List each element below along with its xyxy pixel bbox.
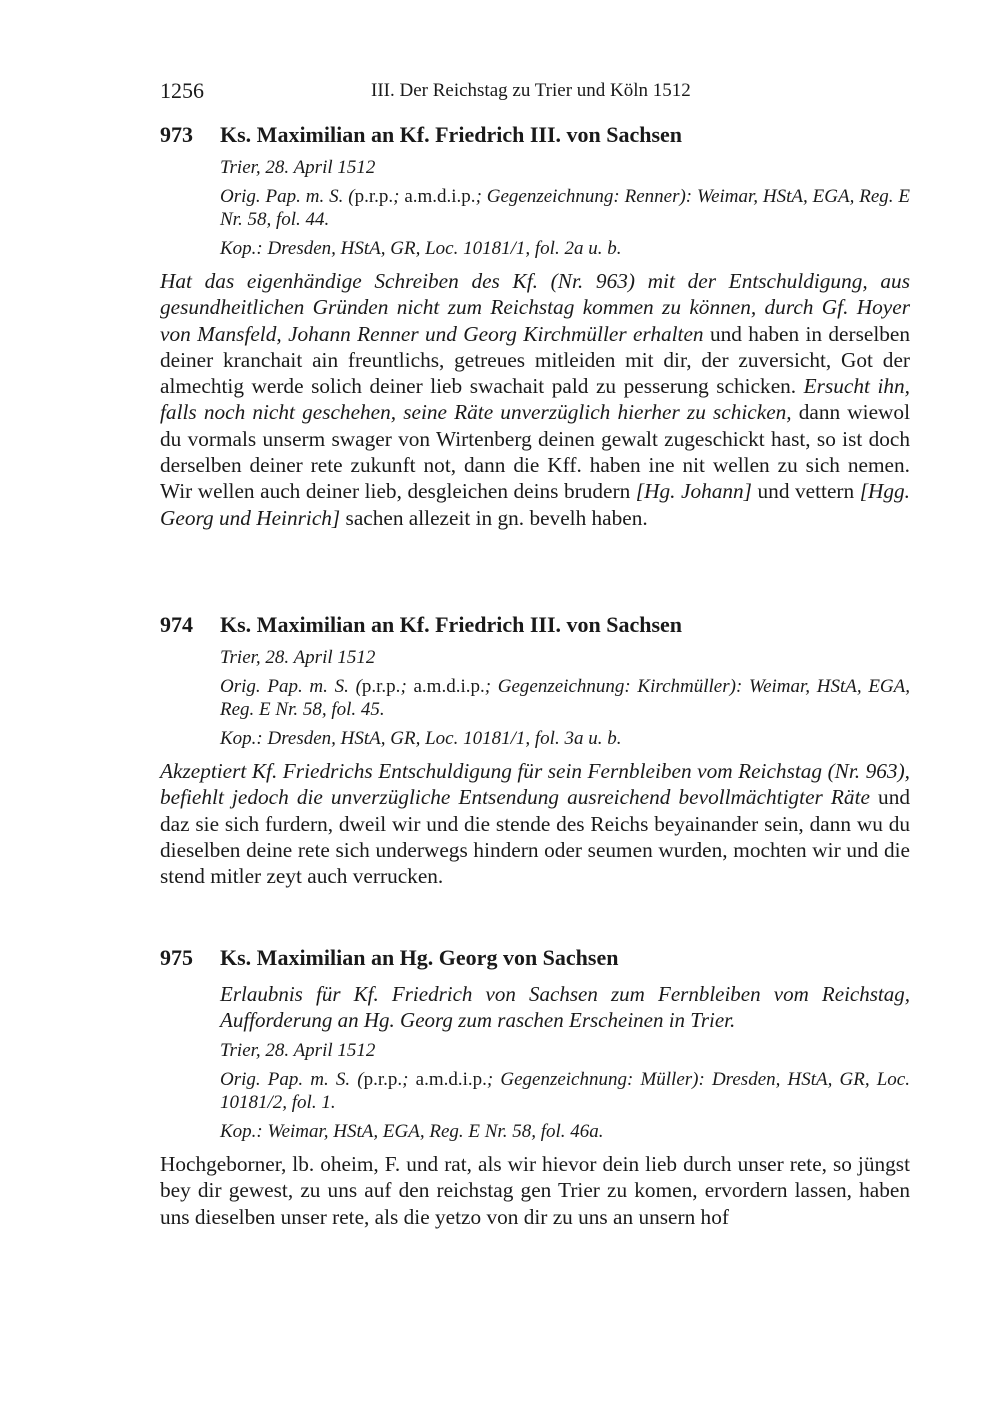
place-date: Trier, 28. April 1512: [220, 647, 376, 668]
document-number: 973: [160, 122, 193, 147]
running-header: [160, 78, 910, 108]
document-text: Akzeptiert Kf. Friedrichs Entschuldigung für sein Fernbleiben vom Reichstag (Nr. 963), befiehlt jedoch die unverzügliche Entsendung ausreichend bevollmächtigter Räte und daz sie sich furdern, dweil wir und die stende des Reichs beyainander sein, dann wu du dieselben deine rete sich underwegs hindern oder seumen wurden, mochten wir und die stend mitler zeyt auch verrucken.: [160, 759, 910, 889]
original-source: Orig. Pap. m. S. (p.r.p.; a.m.d.i.p.; Gegenzeichnung: Kirchmüller): Weimar, HStA, EGA, Reg. E Nr. 58, fol. 45.: [220, 676, 910, 720]
document-title: Ks. Maximilian an Kf. Friedrich III. von Sachsen: [220, 612, 683, 637]
regest: Erlaubnis für Kf. Friedrich von Sachsen zum Fernbleiben vom Reichstag, Aufforderung an Hg. Georg zum raschen Erscheinen in Trier.: [220, 982, 910, 1032]
page-number: 1256: [160, 78, 204, 103]
document-number: 974: [160, 612, 193, 637]
document-heading: [160, 121, 910, 149]
document-entry-975: [160, 944, 910, 1230]
document-text: Hat das eigenhändige Schreiben des Kf. (Nr. 963) mit der Entschuldigung, aus gesundheitlichen Gründen nicht zum Reichstag kommen zu können, durch Gf. Hoyer von Mansfeld, Johann Renner und Georg Kirchmüller erhalten und haben in derselben deiner kranchait ain freuntlichs, getreues mitleiden mit dir, der zuversicht, Got der almechtig werde solich deiner lieb swachait pald zu pesserung schicken. Ersucht ihn, falls noch nicht geschehen, seine Räte unverzüglich hierher zu schicken, dann wiewol du vormals unserm swager von Wirtenberg deinen gewalt zugeschickt hast, so ist doch derselben deiner rete zukunft not, dann die Kff. haben ine nit wellen zu sich nemen. Wir wellen auch deiner lieb, desgleichen deins brudern [Hg. Johann] und vettern [Hgg. Georg und Heinrich] sachen allezeit in gn. bevelh haben.: [160, 269, 911, 530]
document-number: 975: [160, 945, 193, 970]
document-title: Ks. Maximilian an Kf. Friedrich III. von Sachsen: [220, 122, 683, 147]
running-title: III. Der Reichstag zu Trier und Köln 1512: [371, 80, 691, 101]
document-entry-974: [160, 611, 910, 889]
document-text: Hochgeborner, lb. oheim, F. und rat, als wir hievor dein lieb durch unser rete, so jüngst bey dir gewest, zu uns auf den reichstag gen Trier zu komen, ervordern lassen, haben uns dieselben unser rete, als die yetzo von dir zu uns an unsern hof: [160, 1152, 910, 1229]
document-heading: [160, 944, 910, 972]
copy-source: Kop.: Weimar, HStA, EGA, Reg. E Nr. 58, fol. 46a.: [220, 1121, 604, 1142]
copy-source: Kop.: Dresden, HStA, GR, Loc. 10181/1, fol. 2a u. b.: [220, 238, 622, 259]
place-date: Trier, 28. April 1512: [220, 1040, 376, 1061]
document-heading: [160, 611, 910, 639]
document-entry-973: [160, 121, 910, 531]
document-title: Ks. Maximilian an Hg. Georg von Sachsen: [220, 945, 619, 970]
copy-source: Kop.: Dresden, HStA, GR, Loc. 10181/1, fol. 3a u. b.: [220, 728, 622, 749]
original-source: Orig. Pap. m. S. (p.r.p.; a.m.d.i.p.; Gegenzeichnung: Renner): Weimar, HStA, EGA, Reg. E Nr. 58, fol. 44.: [220, 186, 910, 230]
place-date: Trier, 28. April 1512: [220, 157, 376, 178]
original-source: Orig. Pap. m. S. (p.r.p.; a.m.d.i.p.; Gegenzeichnung: Müller): Dresden, HStA, GR, Loc. 10181/2, fol. 1.: [220, 1069, 910, 1113]
